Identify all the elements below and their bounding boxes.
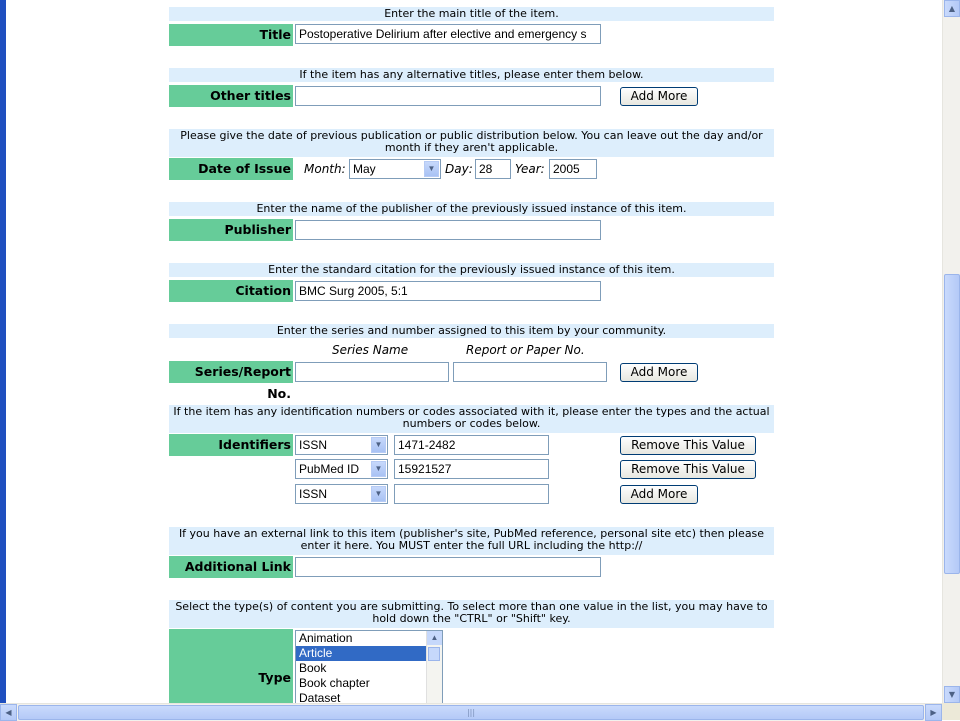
chevron-down-icon: ▼ bbox=[371, 486, 386, 502]
additional-link-input[interactable] bbox=[295, 557, 601, 577]
arrow-down-icon[interactable]: ▼ bbox=[944, 686, 960, 703]
chevron-down-icon: ▼ bbox=[424, 161, 439, 177]
citation-hint: Enter the standard citation for the previously issued instance of this item. bbox=[169, 263, 774, 277]
day-input[interactable]: 28 bbox=[475, 159, 511, 179]
publisher-hint: Enter the name of the publisher of the previously issued instance of this item. bbox=[169, 202, 774, 216]
identifier-value-input[interactable]: 15921527 bbox=[394, 459, 549, 479]
month-label: Month: bbox=[304, 162, 346, 176]
type-option[interactable]: Animation bbox=[299, 631, 353, 645]
other-titles-label: Other titles bbox=[169, 85, 293, 107]
report-number-caption: Report or Paper No. bbox=[466, 343, 585, 357]
vertical-scroll-thumb[interactable] bbox=[944, 274, 960, 574]
remove-value-button[interactable]: Remove This Value bbox=[620, 436, 756, 455]
series-add-button[interactable]: Add More bbox=[620, 363, 698, 382]
remove-value-button[interactable]: Remove This Value bbox=[620, 460, 756, 479]
identifiers-hint: If the item has any identification numbers or codes associated with it, please enter the types and the actual numbers or codes below. bbox=[169, 405, 774, 433]
type-option[interactable]: Book bbox=[299, 661, 327, 675]
horizontal-scrollbar[interactable] bbox=[0, 703, 942, 721]
type-option[interactable]: Book chapter bbox=[299, 676, 370, 690]
identifier-value-input[interactable] bbox=[394, 484, 549, 504]
arrow-right-icon[interactable]: ▶ bbox=[925, 704, 942, 721]
citation-input[interactable]: BMC Surg 2005, 5:1 bbox=[295, 281, 601, 301]
identifier-type-value: PubMed ID bbox=[299, 462, 360, 476]
chevron-down-icon: ▼ bbox=[371, 437, 386, 453]
identifier-type-value: ISSN bbox=[299, 487, 328, 501]
identifier-type-select[interactable] bbox=[295, 435, 388, 455]
series-name-input[interactable] bbox=[295, 362, 449, 382]
additional-link-label: Additional Link bbox=[169, 556, 293, 578]
other-titles-add-button[interactable]: Add More bbox=[620, 87, 698, 106]
arrow-left-icon[interactable]: ◀ bbox=[0, 704, 17, 721]
series-hint: Enter the series and number assigned to this item by your community. bbox=[169, 324, 774, 338]
other-titles-input[interactable] bbox=[295, 86, 601, 106]
identifiers-label: Identifiers bbox=[169, 434, 293, 456]
publisher-label: Publisher bbox=[169, 219, 293, 241]
series-name-caption: Series Name bbox=[332, 343, 409, 357]
type-hint: Select the type(s) of content you are submitting. To select more than one value in the list, you may have to hold down the "CTRL" or "Shift" key. bbox=[169, 600, 774, 628]
listbox-scrollbar[interactable] bbox=[426, 631, 442, 703]
type-label: Type bbox=[169, 629, 293, 703]
date-label: Date of Issue bbox=[169, 158, 293, 180]
listbox-scroll-thumb[interactable] bbox=[428, 647, 440, 661]
identifiers-add-button[interactable]: Add More bbox=[620, 485, 698, 504]
identifier-value-input[interactable]: 1471-2482 bbox=[394, 435, 549, 455]
arrow-up-icon[interactable]: ▲ bbox=[944, 0, 960, 17]
type-listbox[interactable] bbox=[295, 630, 443, 703]
date-hint: Please give the date of previous publication or public distribution below. You can leave out the day and/or month if they aren't applicable. bbox=[169, 129, 774, 157]
additional-link-hint: If you have an external link to this item (publisher's site, PubMed reference, personal site etc) then please enter it here. You MUST enter the full URL including the http:// bbox=[169, 527, 774, 555]
arrow-up-icon[interactable]: ▲ bbox=[427, 631, 442, 645]
other-titles-hint: If the item has any alternative titles, please enter them below. bbox=[169, 68, 774, 82]
month-value: May bbox=[353, 162, 376, 176]
citation-label: Citation bbox=[169, 280, 293, 302]
month-select[interactable] bbox=[349, 159, 441, 179]
identifier-type-select[interactable] bbox=[295, 459, 388, 479]
type-option-selected[interactable]: Article bbox=[296, 646, 442, 661]
title-hint: Enter the main title of the item. bbox=[169, 7, 774, 21]
type-option[interactable]: Dataset bbox=[299, 691, 341, 703]
day-label: Day: bbox=[445, 162, 473, 176]
title-label: Title bbox=[169, 24, 293, 46]
year-input[interactable]: 2005 bbox=[549, 159, 597, 179]
submission-form bbox=[6, 0, 942, 703]
scrollbar-corner bbox=[942, 703, 960, 720]
year-label: Year: bbox=[515, 162, 545, 176]
series-label: Series/Report No. bbox=[169, 361, 293, 383]
horizontal-scroll-thumb[interactable]: ||| bbox=[18, 705, 924, 720]
publisher-input[interactable] bbox=[295, 220, 601, 240]
vertical-scrollbar[interactable] bbox=[942, 0, 960, 703]
identifier-type-select[interactable] bbox=[295, 484, 388, 504]
title-input[interactable]: Postoperative Delirium after elective and emergency s bbox=[295, 24, 601, 44]
chevron-down-icon: ▼ bbox=[371, 461, 386, 477]
report-number-input[interactable] bbox=[453, 362, 607, 382]
identifier-type-value: ISSN bbox=[299, 438, 328, 452]
